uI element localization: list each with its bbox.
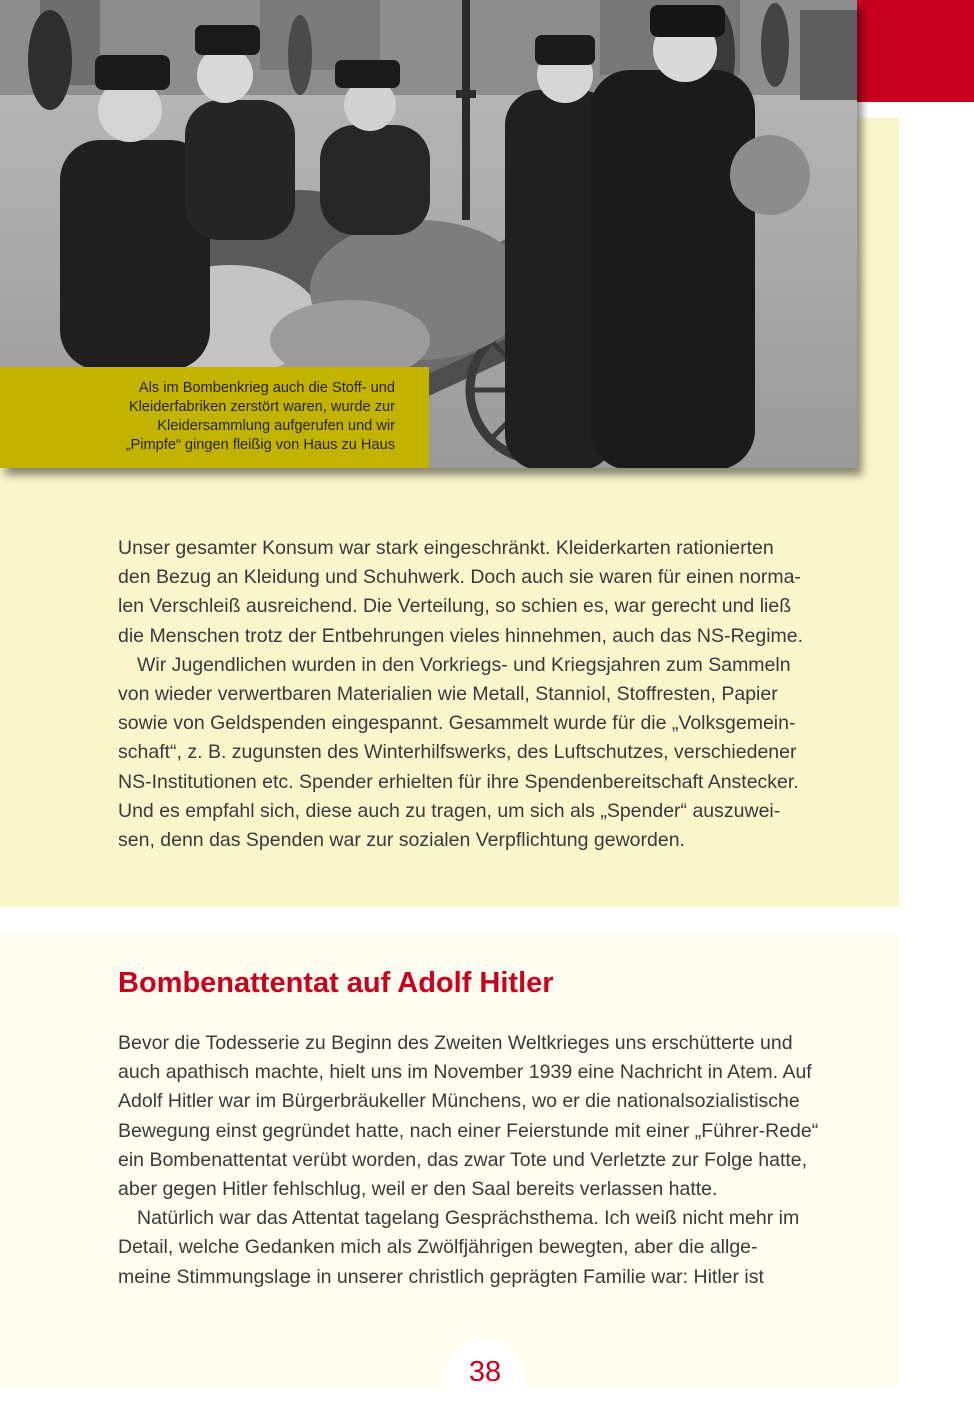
body-paragraphs-1 xyxy=(118,534,863,855)
text-line: meine Stimmungslage in unserer christlich geprägten Familie war: Hitler ist xyxy=(118,1265,764,1288)
caption-line: Kleiderfabriken zerstört waren, wurde zur xyxy=(128,399,395,415)
photo-caption-box xyxy=(0,367,429,468)
text-line: NS-Institutionen etc. Spender erhielten für ihre Spendenbereitschaft Anstecker. xyxy=(118,770,799,793)
text-line: die Menschen trotz der Entbehrungen vieles hinnehmen, auch das NS-Regime. xyxy=(118,624,804,647)
red-corner-accent xyxy=(855,0,974,102)
section-heading: Bombenattentat auf Adolf Hitler xyxy=(118,967,554,999)
text-line: aber gegen Hitler fehlschlug, weil er den Saal bereits verlassen hatte. xyxy=(118,1178,718,1201)
text-line: auch apathisch machte, hielt uns im November 1939 eine Nachricht in Atem. Auf xyxy=(118,1061,812,1084)
text-line: sowie von Geldspenden eingespannt. Gesammelt wurde für die „Volksgemein- xyxy=(118,712,796,735)
caption-line: Kleidersammlung aufgerufen und wir xyxy=(157,418,395,434)
page-number: 38 xyxy=(468,1356,502,1388)
text-line: schaft“, z. B. zugunsten des Winterhilfswerks, des Luftschutzes, verschiedener xyxy=(118,741,797,764)
caption-line: Als im Bombenkrieg auch die Stoff- und xyxy=(138,380,395,396)
caption-line: „Pimpfe“ gingen fleißig von Haus zu Haus xyxy=(125,437,395,453)
text-line: Wir Jugendlichen wurden in den Vorkriegs- und Kriegsjahren zum Sammeln xyxy=(137,653,791,676)
photo-caption xyxy=(20,379,395,455)
text-line: Natürlich war das Attentat tagelang Gesprächsthema. Ich weiß nicht mehr im xyxy=(137,1207,800,1230)
text-line: Detail, welche Gedanken mich als Zwölfjährigen bewegten, aber die allge- xyxy=(118,1236,758,1259)
text-line: ein Bombenattentat verübt worden, das zwar Tote und Verletzte zur Folge hatte, xyxy=(118,1148,808,1171)
body-paragraphs-2 xyxy=(118,1029,863,1292)
text-line: Bevor die Todesserie zu Beginn des Zweiten Weltkrieges uns erschütterte und xyxy=(118,1032,793,1054)
photo-boys-with-cart xyxy=(0,0,857,468)
text-line: Und es empfahl sich, diese auch zu tragen, um sich als „Spender“ auszuwei- xyxy=(118,799,781,822)
text-line: von wieder verwertbaren Materialien wie Metall, Stanniol, Stoffresten, Papier xyxy=(118,683,778,706)
text-line: Bewegung einst gegründet hatte, nach einer Feierstunde mit einer „Führer-Rede“ xyxy=(118,1119,819,1142)
text-line: den Bezug an Kleidung und Schuhwerk. Doch auch sie waren für einen norma- xyxy=(118,566,801,589)
text-line: Adolf Hitler war im Bürgerbräukeller Münchens, wo er die nationalsozialistische xyxy=(118,1090,800,1113)
text-line: sen, denn das Spenden war zur sozialen Verpflichtung geworden. xyxy=(118,829,685,852)
text-line: len Verschleiß ausreichend. Die Verteilung, so schien es, war gerecht und ließ xyxy=(118,595,792,618)
text-line: Unser gesamter Konsum war stark eingeschränkt. Kleiderkarten rationierten xyxy=(118,537,774,559)
